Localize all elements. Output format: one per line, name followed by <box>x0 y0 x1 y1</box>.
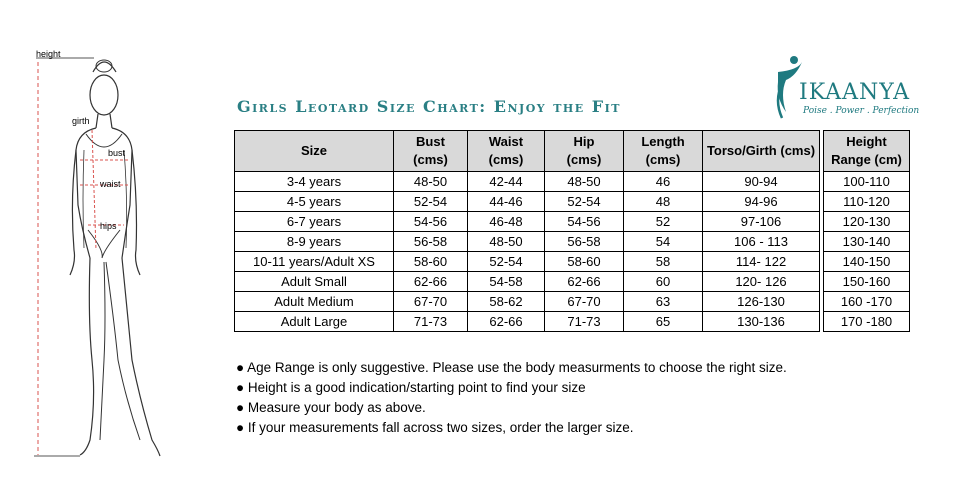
logo-wordmark: IKAANYA <box>799 80 910 105</box>
logo-tagline: Poise . Power . Perfection <box>803 106 920 116</box>
cell-hip: 58-60 <box>545 252 624 272</box>
table-row <box>235 172 910 192</box>
cell-torso-girth: 114- 122 <box>703 252 820 272</box>
cell-bust: 52-54 <box>394 192 468 212</box>
cell-hip: 71-73 <box>545 312 624 332</box>
cell-height-range: 170 -180 <box>824 312 910 332</box>
cell-hip: 62-66 <box>545 272 624 292</box>
notes-list <box>236 358 787 438</box>
cell-torso-girth: 90-94 <box>703 172 820 192</box>
cell-size: 6-7 years <box>235 212 394 232</box>
cell-length: 52 <box>624 212 703 232</box>
cell-torso-girth: 94-96 <box>703 192 820 212</box>
cell-waist: 54-58 <box>468 272 545 292</box>
cell-waist: 44-46 <box>468 192 545 212</box>
cell-length: 65 <box>624 312 703 332</box>
header-hip: Hip (cms) <box>545 131 624 172</box>
girth-label: girth <box>72 116 90 126</box>
cell-waist: 42-44 <box>468 172 545 192</box>
note-item: ● Height is a good indication/starting point to find your size <box>236 380 586 395</box>
header-size: Size <box>235 131 394 172</box>
header-length: Length (cms) <box>624 131 703 172</box>
cell-length: 60 <box>624 272 703 292</box>
cell-length: 58 <box>624 252 703 272</box>
cell-length: 46 <box>624 172 703 192</box>
body-measurement-illustration <box>0 0 220 472</box>
cell-bust: 62-66 <box>394 272 468 292</box>
cell-size: 3-4 years <box>235 172 394 192</box>
cell-height-range: 120-130 <box>824 212 910 232</box>
cell-hip: 52-54 <box>545 192 624 212</box>
cell-waist: 46-48 <box>468 212 545 232</box>
cell-waist: 58-62 <box>468 292 545 312</box>
cell-height-range: 160 -170 <box>824 292 910 312</box>
table-header-row <box>235 131 910 172</box>
cell-waist: 62-66 <box>468 312 545 332</box>
cell-bust: 58-60 <box>394 252 468 272</box>
cell-height-range: 150-160 <box>824 272 910 292</box>
body-outline-drawing <box>0 0 220 472</box>
table-row <box>235 252 910 272</box>
page-title: Girls Leotard Size Chart: Enjoy the Fit <box>237 97 621 116</box>
cell-size: Adult Large <box>235 312 394 332</box>
table-row <box>235 292 910 312</box>
cell-bust: 56-58 <box>394 232 468 252</box>
table-row <box>235 232 910 252</box>
cell-torso-girth: 97-106 <box>703 212 820 232</box>
cell-waist: 52-54 <box>468 252 545 272</box>
cell-size: 4-5 years <box>235 192 394 212</box>
header-height-range: Height Range (cm) <box>824 131 910 172</box>
table-row <box>235 212 910 232</box>
cell-height-range: 130-140 <box>824 232 910 252</box>
header-torso-girth: Torso/Girth (cms) <box>703 131 820 172</box>
cell-length: 48 <box>624 192 703 212</box>
note-item: ● Measure your body as above. <box>236 400 426 415</box>
cell-bust: 54-56 <box>394 212 468 232</box>
cell-torso-girth: 120- 126 <box>703 272 820 292</box>
header-waist: Waist (cms) <box>468 131 545 172</box>
cell-hip: 67-70 <box>545 292 624 312</box>
cell-hip: 54-56 <box>545 212 624 232</box>
size-chart-table <box>234 130 910 332</box>
cell-hip: 56-58 <box>545 232 624 252</box>
cell-size: Adult Small <box>235 272 394 292</box>
note-item: ● Age Range is only suggestive. Please use the body measurments to choose the right size. <box>236 360 787 375</box>
height-label: height <box>36 49 61 59</box>
table-row <box>235 192 910 212</box>
cell-hip: 48-50 <box>545 172 624 192</box>
cell-torso-girth: 126-130 <box>703 292 820 312</box>
cell-height-range: 140-150 <box>824 252 910 272</box>
cell-bust: 67-70 <box>394 292 468 312</box>
cell-bust: 71-73 <box>394 312 468 332</box>
cell-height-range: 100-110 <box>824 172 910 192</box>
table-row <box>235 272 910 292</box>
cell-length: 63 <box>624 292 703 312</box>
cell-waist: 48-50 <box>468 232 545 252</box>
note-item: ● If your measurements fall across two sizes, order the larger size. <box>236 420 634 435</box>
header-bust: Bust (cms) <box>394 131 468 172</box>
hips-label: hips <box>100 221 117 231</box>
table-row <box>235 312 910 332</box>
cell-size: 10-11 years/Adult XS <box>235 252 394 272</box>
cell-size: 8-9 years <box>235 232 394 252</box>
cell-length: 54 <box>624 232 703 252</box>
cell-torso-girth: 106 - 113 <box>703 232 820 252</box>
cell-size: Adult Medium <box>235 292 394 312</box>
waist-label: waist <box>100 179 121 189</box>
bust-label: bust <box>108 148 126 158</box>
cell-torso-girth: 130-136 <box>703 312 820 332</box>
cell-height-range: 110-120 <box>824 192 910 212</box>
cell-bust: 48-50 <box>394 172 468 192</box>
